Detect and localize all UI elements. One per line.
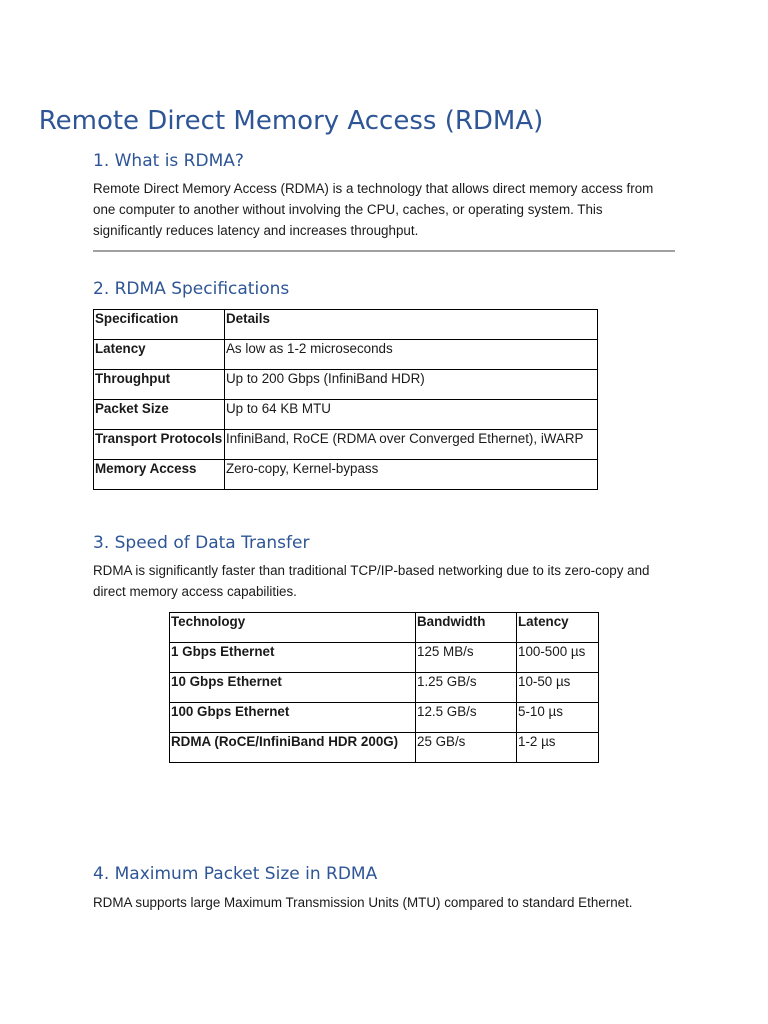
table-row (170, 673, 599, 703)
section-heading-speed: 3. Speed of Data Transfer (93, 533, 310, 553)
column-header: Specification (94, 310, 225, 340)
table-row (94, 370, 598, 400)
table-cell: 1.25 GB/s (416, 673, 517, 703)
page-title: Remote Direct Memory Access (RDMA) (38, 106, 544, 136)
table-cell: 25 GB/s (416, 733, 517, 763)
section-text-packet-size: RDMA supports large Maximum Transmission Units (MTU) compared to standard Ethernet. (93, 895, 633, 910)
table-cell: 100-500 µs (517, 643, 599, 673)
table-cell: Transport Protocols (94, 430, 225, 460)
table-row (170, 643, 599, 673)
table-cell: InfiniBand, RoCE (RDMA over Converged Ethernet), iWARP (225, 430, 598, 460)
table-row (94, 460, 598, 490)
table-cell: Packet Size (94, 400, 225, 430)
section-heading-packet-size: 4. Maximum Packet Size in RDMA (93, 864, 378, 884)
table-header-row (94, 310, 598, 340)
table-cell: 10-50 µs (517, 673, 599, 703)
column-header: Technology (170, 613, 416, 643)
section-text-speed: RDMA is significantly faster than traditional TCP/IP-based networking due to its zero-copy and direct memory access capabilities. (93, 563, 650, 599)
table-cell: 125 MB/s (416, 643, 517, 673)
table-cell: 10 Gbps Ethernet (170, 673, 416, 703)
divider (93, 250, 675, 252)
column-header: Latency (517, 613, 599, 643)
table-cell: Up to 200 Gbps (InfiniBand HDR) (225, 370, 598, 400)
table-cell: 12.5 GB/s (416, 703, 517, 733)
table-cell: As low as 1-2 microseconds (225, 340, 598, 370)
table-row (94, 400, 598, 430)
table-row (94, 340, 598, 370)
section-heading-specifications: 2. RDMA Specifications (93, 279, 290, 299)
table-cell: 1-2 µs (517, 733, 599, 763)
speed-comparison-table (169, 612, 599, 763)
column-header: Bandwidth (416, 613, 517, 643)
table-cell: 1 Gbps Ethernet (170, 643, 416, 673)
section-heading-what-is-rdma: 1. What is RDMA? (93, 151, 244, 171)
table-cell: Throughput (94, 370, 225, 400)
table-cell: RDMA (RoCE/InfiniBand HDR 200G) (170, 733, 416, 763)
table-cell: Zero-copy, Kernel-bypass (225, 460, 598, 490)
table-cell: Latency (94, 340, 225, 370)
specifications-table (93, 309, 598, 490)
table-row (170, 733, 599, 763)
table-cell: Up to 64 KB MTU (225, 400, 598, 430)
table-row (170, 703, 599, 733)
table-row (94, 430, 598, 460)
column-header: Details (225, 310, 598, 340)
table-header-row (170, 613, 599, 643)
table-cell: Memory Access (94, 460, 225, 490)
table-cell: 100 Gbps Ethernet (170, 703, 416, 733)
table-cell: 5-10 µs (517, 703, 599, 733)
section-text-what-is-rdma: Remote Direct Memory Access (RDMA) is a technology that allows direct memory access from one computer to another without involving the CPU, caches, or operating system. This significantly reduces latency and increases throughput. (93, 181, 654, 238)
